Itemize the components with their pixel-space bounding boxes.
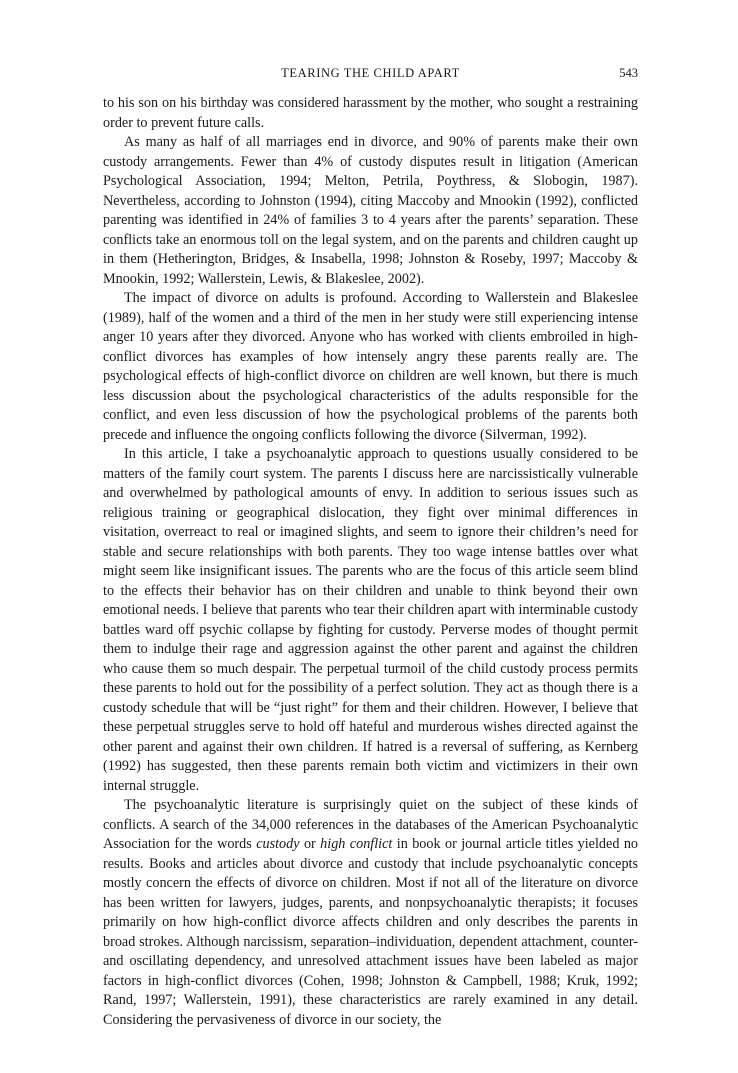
paragraph-continuation: to his son on his birthday was considered harassment by the mother, who sought a restraining order to prevent future calls. [103,95,638,131]
paragraph-psychoanalytic-approach: In this article, I take a psychoanalytic approach to questions usually considered to be matters of the family court system. The parents I discuss here are narcissistically vulnerable and overwhelmed by pathological amounts of envy. In addition to serious issues such as religious training or geographical dislocation, they fight over minimal differences in visitation, overreact to real or imagined slights, and seem to ignore their children’s need for stable and secure relationships with both parents. They too wage intense battles over what might seem like insignificant issues. The parents who are the focus of this article seem blind to the effects their behavior has on their children and unable to think beyond their own emotional needs. I believe that parents who tear their children apart with interminable custody battles ward off psychic collapse by fighting for custody. Perverse modes of thought permit them to indulge their rage and aggression against the other parent and against the children who cause them so much despair. The perpetual turmoil of the child custody process permits these parents to hold out for the possibility of a perfect solution. They act as though there is a custody schedule that will be “just right” for them and their children. However, I believe that these perpetual struggles serve to hold off hateful and murderous wishes directed against the other parent and against their own children. If hatred is a reversal of suffering, as Kernberg (1992) has suggested, then these parents remain both victim and victimizers in their own internal struggle. [103,446,638,794]
paragraph-text: or [299,836,321,852]
running-head [103,66,638,84]
paragraph-text: in book or journal article titles yielded no results. Books and articles about divorce and custody that include psychoanalytic concepts mostly concern the effects of divorce on children. Most if not all of the literature on divorce has been written for lawyers, judges, parents, and nonpsychoanalytic therapists; it focuses primarily on how high-conflict divorce affects children and only describes the parents in broad strokes. Although narcissism, separation–individuation, dependent attachment, counter- and oscillating dependency, and unresolved attachment issues have been labeled as major factors in high-conflict divorces (Cohen, 1998; Johnston & Campbell, 1988; Kruk, 1992; Rand, 1997; Wallerstein, 1991), these characteristics are rarely examined in any detail. Considering the pervasiveness of divorce in our society, the [103,836,639,1028]
page-number: 543 [619,66,638,80]
paragraph-literature-review [103,796,638,1030]
running-title: TEARING THE CHILD APART [281,66,460,80]
paragraph-custody-statistics: As many as half of all marriages end in divorce, and 90% of parents make their own custody arrangements. Fewer than 4% of custody disputes result in litigation (American Psychological Association, 1994; Melton, Petrila, Poythress, & Slobogin, 1987). Nevertheless, according to Johnston (1994), citing Maccoby and Mnookin (1992), conflicted parenting was identified in 24% of families 3 to 4 years after the parents’ separation. These conflicts take an enormous toll on the legal system, and on the parents and children caught up in them (Hetherington, Bridges, & Insabella, 1998; Johnston & Roseby, 1997; Maccoby & Mnookin, 1992; Wallerstein, Lewis, & Blakeslee, 2002). [103,134,638,287]
emphasis-term: custody [256,836,300,852]
emphasis-term: high conflict [320,836,393,852]
article-body [103,94,638,1030]
paragraph-impact-on-adults: The impact of divorce on adults is profound. According to Wallerstein and Blakeslee (1989), half of the women and a third of the men in her study were still experiencing intense anger 10 years after they divorced. Anyone who has worked with clients embroiled in high-conflict divorces has examples of how intensely angry these parents really are. The psychological effects of high-conflict divorce on children are well known, but there is much less discussion about the psychological characteristics of the adults responsible for the conflict, and even less discussion of how the psychological problems of the parents both precede and influence the ongoing conflicts following the divorce (Silverman, 1992). [103,290,638,443]
paragraph-text: The psychoanalytic literature is surprisingly quiet on the subject of these kinds of conflicts. A search of the 34,000 references in the databases of the American Psychoanalytic Association for the words [103,797,638,852]
